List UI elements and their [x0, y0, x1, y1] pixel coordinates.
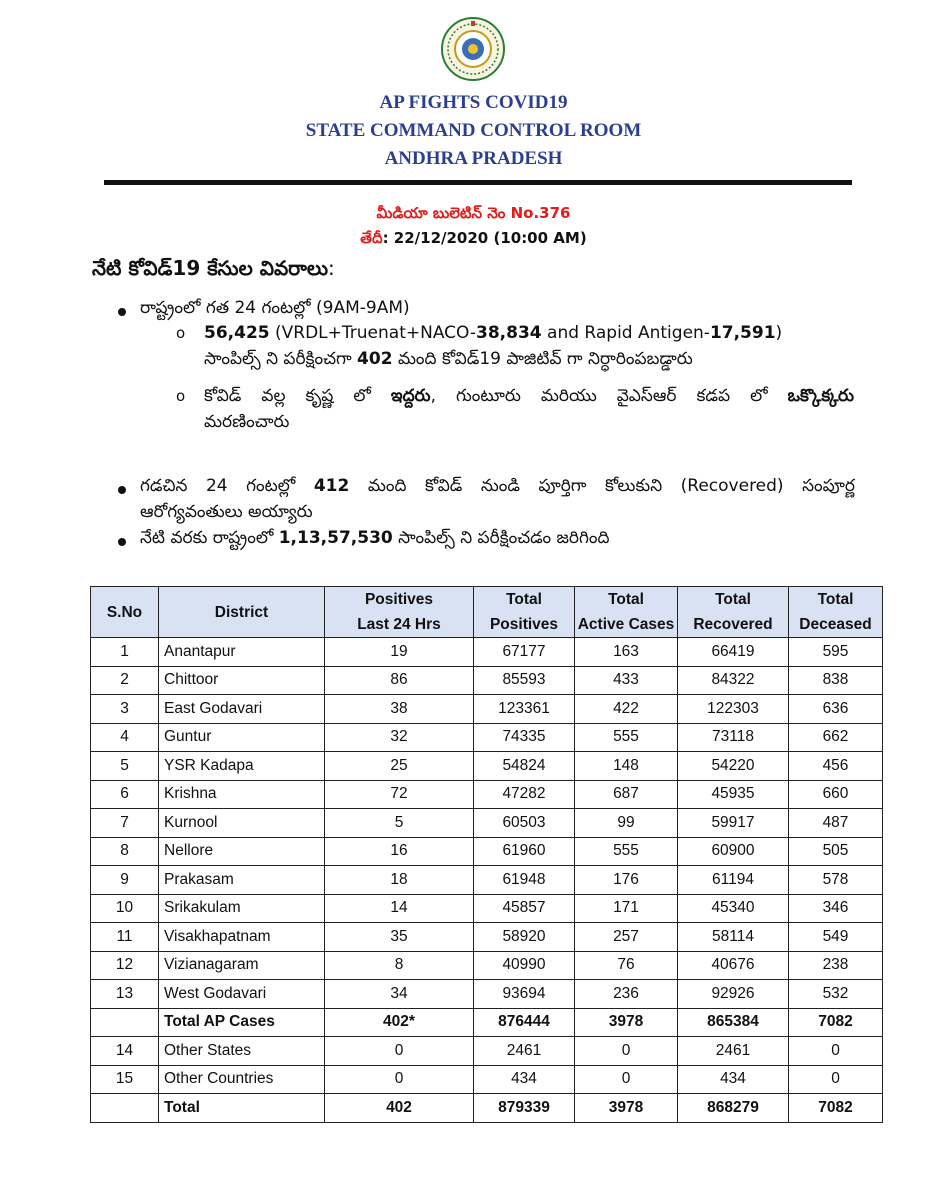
bullet-samples-intro: రాష్ట్రంలో గత 24 గంటల్లో (9AM-9AM)	[140, 298, 410, 318]
column-header: Total Positives	[474, 587, 575, 638]
cell-deceased: 578	[789, 866, 883, 895]
heading-colon: :	[328, 256, 335, 280]
table-total-row	[91, 1094, 883, 1123]
cell-recovered: 60900	[678, 837, 789, 866]
cumulative-samples: 1,13,57,530	[278, 528, 393, 548]
cell-active: 3978	[575, 1008, 678, 1037]
recovered-count: 412	[313, 476, 350, 496]
cell-total-positives: 67177	[474, 638, 575, 667]
header-title-line2: STATE COMMAND CONTROL ROOM	[305, 120, 642, 141]
cell-total-positives: 61960	[474, 837, 575, 866]
cell-active: 76	[575, 951, 678, 980]
cell-recovered: 40676	[678, 951, 789, 980]
cell-recovered: 54220	[678, 752, 789, 781]
cell-positives-24h: 19	[325, 638, 474, 667]
cell-sno: 4	[91, 723, 159, 752]
cell-total-positives: 93694	[474, 980, 575, 1009]
cell-recovered: 66419	[678, 638, 789, 667]
cell-district: Other Countries	[159, 1065, 325, 1094]
cell-sno: 11	[91, 923, 159, 952]
cell-sno	[91, 1008, 159, 1037]
cell-recovered: 2461	[678, 1037, 789, 1066]
cell-district: Guntur	[159, 723, 325, 752]
positives-count: 402	[357, 349, 393, 369]
cell-positives-24h: 0	[325, 1037, 474, 1066]
cell-deceased: 487	[789, 809, 883, 838]
cell-deceased: 660	[789, 780, 883, 809]
cell-recovered: 45340	[678, 894, 789, 923]
bulletin-date	[0, 229, 947, 251]
cell-deceased: 505	[789, 837, 883, 866]
cell-active: 171	[575, 894, 678, 923]
cell-deceased: 595	[789, 638, 883, 667]
column-header: Total Deceased	[789, 587, 883, 638]
table-row	[91, 809, 883, 838]
cell-active: 422	[575, 695, 678, 724]
table-row	[91, 866, 883, 895]
bullet-dot	[118, 538, 126, 546]
sub-bullet-marker: o	[176, 387, 186, 405]
column-header: Positives Last 24 Hrs	[325, 587, 474, 638]
bullet-dot	[118, 486, 126, 494]
cell-deceased: 532	[789, 980, 883, 1009]
cell-positives-24h: 18	[325, 866, 474, 895]
cell-district: Vizianagaram	[159, 951, 325, 980]
cell-total-positives: 123361	[474, 695, 575, 724]
cell-sno: 14	[91, 1037, 159, 1066]
cell-deceased: 7082	[789, 1094, 883, 1123]
cell-sno: 2	[91, 666, 159, 695]
cell-recovered: 868279	[678, 1094, 789, 1123]
cell-sno: 5	[91, 752, 159, 781]
state-emblem-logo	[440, 16, 506, 82]
cell-positives-24h: 8	[325, 951, 474, 980]
cell-sno: 1	[91, 638, 159, 667]
cell-recovered: 61194	[678, 866, 789, 895]
cell-district: Prakasam	[159, 866, 325, 895]
cell-total-positives: 58920	[474, 923, 575, 952]
table-row	[91, 752, 883, 781]
column-header: S.No	[91, 587, 159, 638]
cell-positives-24h: 25	[325, 752, 474, 781]
cell-district: Total AP Cases	[159, 1008, 325, 1037]
cell-deceased: 0	[789, 1065, 883, 1094]
column-header: District	[159, 587, 325, 638]
table-row	[91, 666, 883, 695]
header-divider	[104, 180, 852, 185]
date-value: : 22/12/2020 (10:00 AM)	[382, 229, 587, 247]
cell-positives-24h: 38	[325, 695, 474, 724]
cell-district: Nellore	[159, 837, 325, 866]
header-title-line1: AP FIGHTS COVID19	[379, 92, 568, 113]
table-body	[91, 638, 883, 1123]
cell-sno: 3	[91, 695, 159, 724]
cell-active: 257	[575, 923, 678, 952]
cell-sno: 13	[91, 980, 159, 1009]
cell-total-positives: 876444	[474, 1008, 575, 1037]
sub-bullet-samples: 56,425 (VRDL+Truenat+NACO-38,834 and Rapid Antigen-17,591) సాంపిల్స్ ని పరీక్షించగా 402 మంది కోవిడ్19 పాజిటివ్ గా నిర్ధారింపబడ్డారు	[204, 323, 783, 369]
cell-district: Krishna	[159, 780, 325, 809]
cell-district: Total	[159, 1094, 325, 1123]
cell-positives-24h: 5	[325, 809, 474, 838]
cell-active: 3978	[575, 1094, 678, 1123]
cell-recovered: 434	[678, 1065, 789, 1094]
cell-district: Anantapur	[159, 638, 325, 667]
cell-district: Kurnool	[159, 809, 325, 838]
cell-positives-24h: 72	[325, 780, 474, 809]
cell-district: Other States	[159, 1037, 325, 1066]
cell-positives-24h: 0	[325, 1065, 474, 1094]
table-row	[91, 723, 883, 752]
date-label: తేదీ	[360, 229, 383, 247]
cell-recovered: 58114	[678, 923, 789, 952]
cell-recovered: 865384	[678, 1008, 789, 1037]
cell-district: Visakhapatnam	[159, 923, 325, 952]
cell-district: Srikakulam	[159, 894, 325, 923]
table-row	[91, 923, 883, 952]
cell-total-positives: 40990	[474, 951, 575, 980]
cell-total-positives: 879339	[474, 1094, 575, 1123]
cell-district: Chittoor	[159, 666, 325, 695]
cell-sno: 15	[91, 1065, 159, 1094]
cell-active: 0	[575, 1065, 678, 1094]
cell-recovered: 59917	[678, 809, 789, 838]
cell-total-positives: 74335	[474, 723, 575, 752]
table-row	[91, 780, 883, 809]
table-row	[91, 1037, 883, 1066]
samples-total: 56,425	[204, 323, 270, 343]
cell-positives-24h: 402*	[325, 1008, 474, 1037]
cell-sno: 10	[91, 894, 159, 923]
cell-district: West Godavari	[159, 980, 325, 1009]
table-row	[91, 951, 883, 980]
cell-positives-24h: 86	[325, 666, 474, 695]
cell-deceased: 549	[789, 923, 883, 952]
cell-deceased: 7082	[789, 1008, 883, 1037]
cell-active: 163	[575, 638, 678, 667]
table-row	[91, 1065, 883, 1094]
cell-positives-24h: 14	[325, 894, 474, 923]
table-row	[91, 894, 883, 923]
cell-positives-24h: 35	[325, 923, 474, 952]
header-title-line3: ANDHRA PRADESH	[384, 148, 563, 169]
cell-recovered: 122303	[678, 695, 789, 724]
cell-total-positives: 60503	[474, 809, 575, 838]
bullet-cumulative-samples: నేటి వరకు రాష్ట్రంలో 1,13,57,530 సాంపిల్స్ ని పరీక్షించడం జరిగింది	[140, 528, 610, 548]
cell-total-positives: 434	[474, 1065, 575, 1094]
bullet-recovered: గడచిన 24 గంటల్లో 412 మంది కోవిడ్ నుండి పూర్తిగా కోలుకుని (Recovered) సంపూర్ణ ఆరోగ్యవంతులు అయ్యారు	[140, 476, 855, 522]
cell-total-positives: 45857	[474, 894, 575, 923]
heading-text: నేటి కోవిడ్19 కేసుల వివరాలు	[92, 256, 329, 280]
cell-deceased: 838	[789, 666, 883, 695]
cell-active: 555	[575, 837, 678, 866]
table-row	[91, 837, 883, 866]
cell-active: 99	[575, 809, 678, 838]
cell-active: 687	[575, 780, 678, 809]
column-header: Total Active Cases	[575, 587, 678, 638]
cell-recovered: 73118	[678, 723, 789, 752]
cell-active: 236	[575, 980, 678, 1009]
cell-sno: 8	[91, 837, 159, 866]
cell-total-positives: 85593	[474, 666, 575, 695]
cell-deceased: 636	[789, 695, 883, 724]
cell-deceased: 238	[789, 951, 883, 980]
table-total-row	[91, 1008, 883, 1037]
samples-rapid: 17,591	[709, 323, 776, 343]
cell-total-positives: 61948	[474, 866, 575, 895]
cell-deceased: 346	[789, 894, 883, 923]
district-cases-table	[90, 586, 883, 1123]
cell-total-positives: 2461	[474, 1037, 575, 1066]
cell-sno: 9	[91, 866, 159, 895]
cell-positives-24h: 34	[325, 980, 474, 1009]
cell-total-positives: 47282	[474, 780, 575, 809]
cell-active: 148	[575, 752, 678, 781]
sub-bullet-deaths: కోవిడ్ వల్ల కృష్ణ లో ఇద్దరు, గుంటూరు మరియు వైఎస్ఆర్ కడప లో ఒక్కొక్కరు మరణించారు	[204, 386, 854, 432]
bullet-dot	[118, 308, 126, 316]
bulletin-number: మీడియా బులెటిన్ నెం No.376	[376, 204, 571, 222]
cell-recovered: 84322	[678, 666, 789, 695]
cell-active: 433	[575, 666, 678, 695]
cell-recovered: 45935	[678, 780, 789, 809]
cell-sno: 6	[91, 780, 159, 809]
cell-active: 176	[575, 866, 678, 895]
section-heading	[92, 256, 335, 285]
table-row	[91, 638, 883, 667]
cell-deceased: 662	[789, 723, 883, 752]
cell-deceased: 456	[789, 752, 883, 781]
table-row	[91, 695, 883, 724]
table-header-row	[91, 587, 883, 638]
sub-bullet-marker: o	[176, 324, 186, 342]
cell-district: YSR Kadapa	[159, 752, 325, 781]
cell-sno: 12	[91, 951, 159, 980]
cell-district: East Godavari	[159, 695, 325, 724]
cell-positives-24h: 16	[325, 837, 474, 866]
cell-deceased: 0	[789, 1037, 883, 1066]
cell-recovered: 92926	[678, 980, 789, 1009]
column-header: Total Recovered	[678, 587, 789, 638]
cell-total-positives: 54824	[474, 752, 575, 781]
cell-active: 0	[575, 1037, 678, 1066]
cell-active: 555	[575, 723, 678, 752]
cell-sno: 7	[91, 809, 159, 838]
cell-positives-24h: 32	[325, 723, 474, 752]
cell-positives-24h: 402	[325, 1094, 474, 1123]
cell-sno	[91, 1094, 159, 1123]
table-row	[91, 980, 883, 1009]
samples-vrdl: 38,834	[476, 323, 542, 343]
